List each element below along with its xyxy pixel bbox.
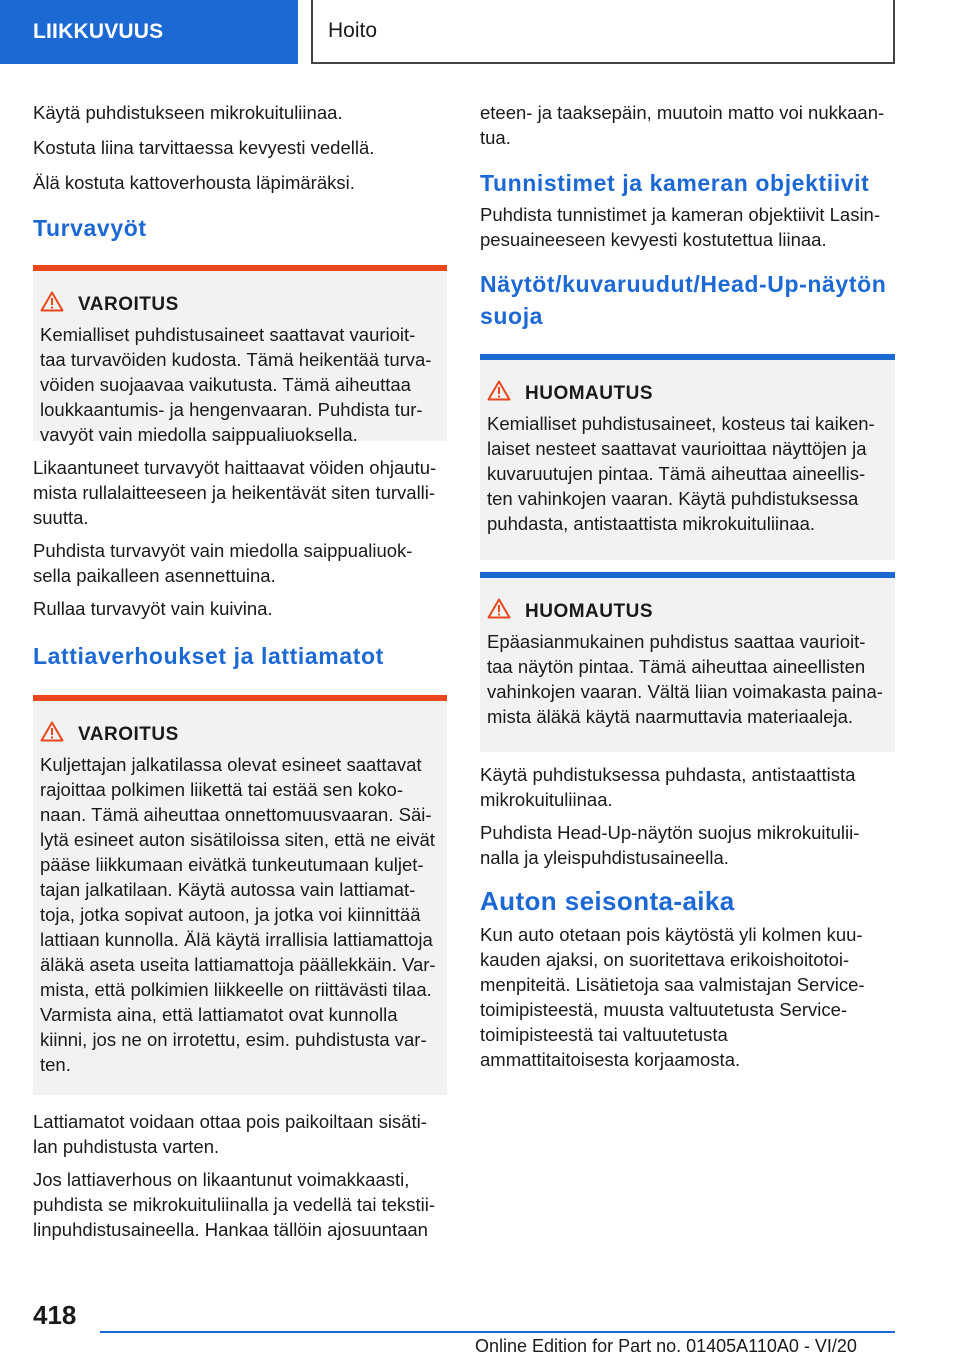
paragraph [33, 538, 447, 588]
section-heading-lattia: Lattiaverhoukset ja lattiamatot [33, 643, 384, 669]
text-line: Kemialliset puhdistusaineet, kosteus tai kaiken- [487, 413, 875, 434]
text-line: vahinkojen vaaran. Vältä liian voimakasta paina- [487, 681, 883, 702]
notice-bar [480, 354, 895, 360]
page-header [0, 0, 960, 66]
text-line: rajoittaa polkimen liikettä tai estää sen koko- [40, 779, 403, 800]
text-line: tua. [480, 127, 511, 148]
text-line: taa turvavöiden kudosta. Tämä heikentää turva- [40, 349, 432, 370]
text-line: Lattiamatot voidaan ottaa pois paikoiltaan sisäti- [33, 1111, 427, 1132]
text-line: äläkä aseta useita lattiamattoja päällekkäin. Var- [40, 954, 436, 975]
notice-text [480, 411, 895, 536]
text-line: suutta. [33, 507, 89, 528]
text-line: toimipisteestä tai valtuutetusta [480, 1024, 728, 1045]
chapter-label: LIIKKUVUUS [33, 20, 164, 43]
text-line: toimipisteestä, muusta valtuutetusta Service- [480, 999, 848, 1020]
warning-triangle-icon [40, 721, 78, 748]
text-line: vavyöt vain miedolla saippualiuoksella. [40, 424, 358, 445]
page-number: 418 [33, 1300, 77, 1330]
paragraph [480, 820, 895, 870]
heading-line: suoja [480, 303, 544, 329]
text-line: Puhdista Head-Up-näytön suojus mikrokuitulii- [480, 822, 860, 843]
text-line: mista, että polkimien liikkeelle on riittävästi tilaa. [40, 979, 432, 1000]
text-line: Jos lattiaverhous on likaantunut voimakkaasti, [33, 1169, 410, 1190]
text-line: ten vahinkojen vaaran. Käytä puhdistuksessa [487, 488, 859, 509]
text-line: mikrokuituliinaa. [480, 789, 613, 810]
warning-header [33, 695, 447, 748]
text-line: Kun auto otetaan pois käytöstä yli kolmen kuu- [480, 924, 863, 945]
text-line: vöiden suojaavaa vaikutusta. Tämä aiheuttaa [40, 374, 411, 395]
warning-triangle-icon [487, 598, 525, 625]
warning-title: VAROITUS [78, 293, 179, 315]
notice-text [480, 629, 895, 729]
text-line: kiinni, jos ne on irrotettu, esim. puhdistusta var- [40, 1029, 427, 1050]
paragraph: Älä kostuta kattoverhousta läpimäräksi. [33, 172, 355, 193]
text-line: kauden ajaksi, on suoritettava erikoishoitotoi- [480, 949, 850, 970]
text-line: Puhdista tunnistimet ja kameran objektiivit Lasin- [480, 204, 880, 225]
text-line: lan puhdistusta varten. [33, 1136, 220, 1157]
warning-text [33, 752, 447, 1077]
text-line: Epäasianmukainen puhdistus saattaa vaurioit- [487, 631, 866, 652]
text-line: lytä esineet auton sisätiloissa siten, että ne eivät [40, 829, 435, 850]
notice-title: HUOMAUTUS [525, 600, 653, 622]
left-column [33, 100, 447, 1254]
text-line: ten. [40, 1054, 71, 1075]
text-line: tajan jalkatilaan. Käytä autossa vain lattiamat- [40, 879, 416, 900]
warning-triangle-icon [40, 291, 78, 318]
notice-box [480, 572, 895, 752]
paragraph [33, 1167, 447, 1242]
text-line: puhdista se mikrokuituliinalla ja vedellä tai tekstii- [33, 1194, 436, 1215]
section-heading-naytot [480, 268, 895, 332]
notice-box [480, 354, 895, 560]
notice-header [480, 572, 895, 625]
paragraph: Rullaa turvavyöt vain kuivina. [33, 598, 273, 619]
text-line: mista rullalaitteeseen ja heikentävät siten turvalli- [33, 482, 436, 503]
paragraph [480, 922, 895, 1072]
warning-box [33, 695, 447, 1095]
warning-box [33, 265, 447, 445]
text-line: menpiteitä. Lisätietoja saa valmistajan Service- [480, 974, 865, 995]
text-line: loukkaantumis- ja hengenvaaran. Puhdista tur- [40, 399, 423, 420]
text-line: ammattitaitoisesta korjaamosta. [480, 1049, 741, 1070]
text-line: taa näytön pintaa. Tämä aiheuttaa aineellisten [487, 656, 866, 677]
text-line: Käytä puhdistuksessa puhdasta, antistaattista [480, 764, 856, 785]
text-line: toja, jotka sopivat autoon, ja jotka voi kiinnittää [40, 904, 421, 925]
paragraph [480, 202, 895, 252]
text-line: pesuaineeseen kevyesti kostutettua liinaa. [480, 229, 827, 250]
text-line: linpuhdistusaineella. Hankaa tällöin ajosuuntaan [33, 1219, 428, 1240]
text-line: laiset nesteet saattavat vaurioittaa näyttöjen ja [487, 438, 867, 459]
text-line: naan. Tämä aiheuttaa onnettomuusvaaran. Säi- [40, 804, 432, 825]
edition-note: Online Edition for Part no. 01405A110A0 - VI/20 [475, 1336, 857, 1356]
text-line: puhdasta, antistaattista mikrokuituliinaa. [487, 513, 816, 534]
footer-divider [100, 1331, 895, 1333]
paragraph [33, 1109, 447, 1159]
text-line: Varmista aina, että lattiamatot ovat kunnolla [40, 1004, 398, 1025]
text-line: kuvaruutujen pintaa. Tämä aiheuttaa aineellis- [487, 463, 866, 484]
notice-title: HUOMAUTUS [525, 382, 653, 404]
warning-bar [33, 265, 447, 271]
paragraph [33, 455, 447, 530]
text-line: Kemialliset puhdistusaineet saattavat vaurioit- [40, 324, 416, 345]
warning-text [33, 322, 447, 447]
section-tab [311, 0, 895, 64]
section-label: Hoito [328, 19, 378, 42]
chapter-tab[interactable] [0, 0, 298, 64]
text-line: nalla ja yleispuhdistusaineella. [480, 847, 729, 868]
paragraph: Kostuta liina tarvittaessa kevyesti vedellä. [33, 137, 375, 158]
warning-bar [33, 695, 447, 701]
text-line: lattiaan kunnolla. Älä käytä irrallisia lattiamattoja [40, 929, 433, 950]
text-line: mista äläkä käytä naarmuttavia materiaaleja. [487, 706, 854, 727]
text-line: eteen- ja taaksepäin, muutoin matto voi nukkaan- [480, 102, 885, 123]
text-line: pääse liikkumaan eivätkä tunkeutumaan kuljet- [40, 854, 424, 875]
warning-triangle-icon [487, 380, 525, 407]
text-line: sella paikalleen asennettuina. [33, 565, 276, 586]
section-heading-seisonta: Auton seisonta-aika [480, 886, 735, 916]
text-line: Kuljettajan jalkatilassa olevat esineet saattavat [40, 754, 422, 775]
paragraph [480, 100, 895, 150]
paragraph [480, 762, 895, 812]
notice-header [480, 354, 895, 407]
text-line: Likaantuneet turvavyöt haittaavat vöiden ohjautu- [33, 457, 437, 478]
heading-line: Näytöt/kuvaruudut/Head-Up-näytön [480, 271, 887, 297]
section-heading-turvavyot: Turvavyöt [33, 215, 147, 241]
warning-header [33, 265, 447, 318]
paragraph: Käytä puhdistukseen mikrokuituliinaa. [33, 102, 343, 123]
section-heading-tunnistimet: Tunnistimet ja kameran objektiivit [480, 170, 870, 196]
right-column [480, 100, 895, 1084]
notice-bar [480, 572, 895, 578]
warning-title: VAROITUS [78, 723, 179, 745]
text-line: Puhdista turvavyöt vain miedolla saippualiuok- [33, 540, 413, 561]
